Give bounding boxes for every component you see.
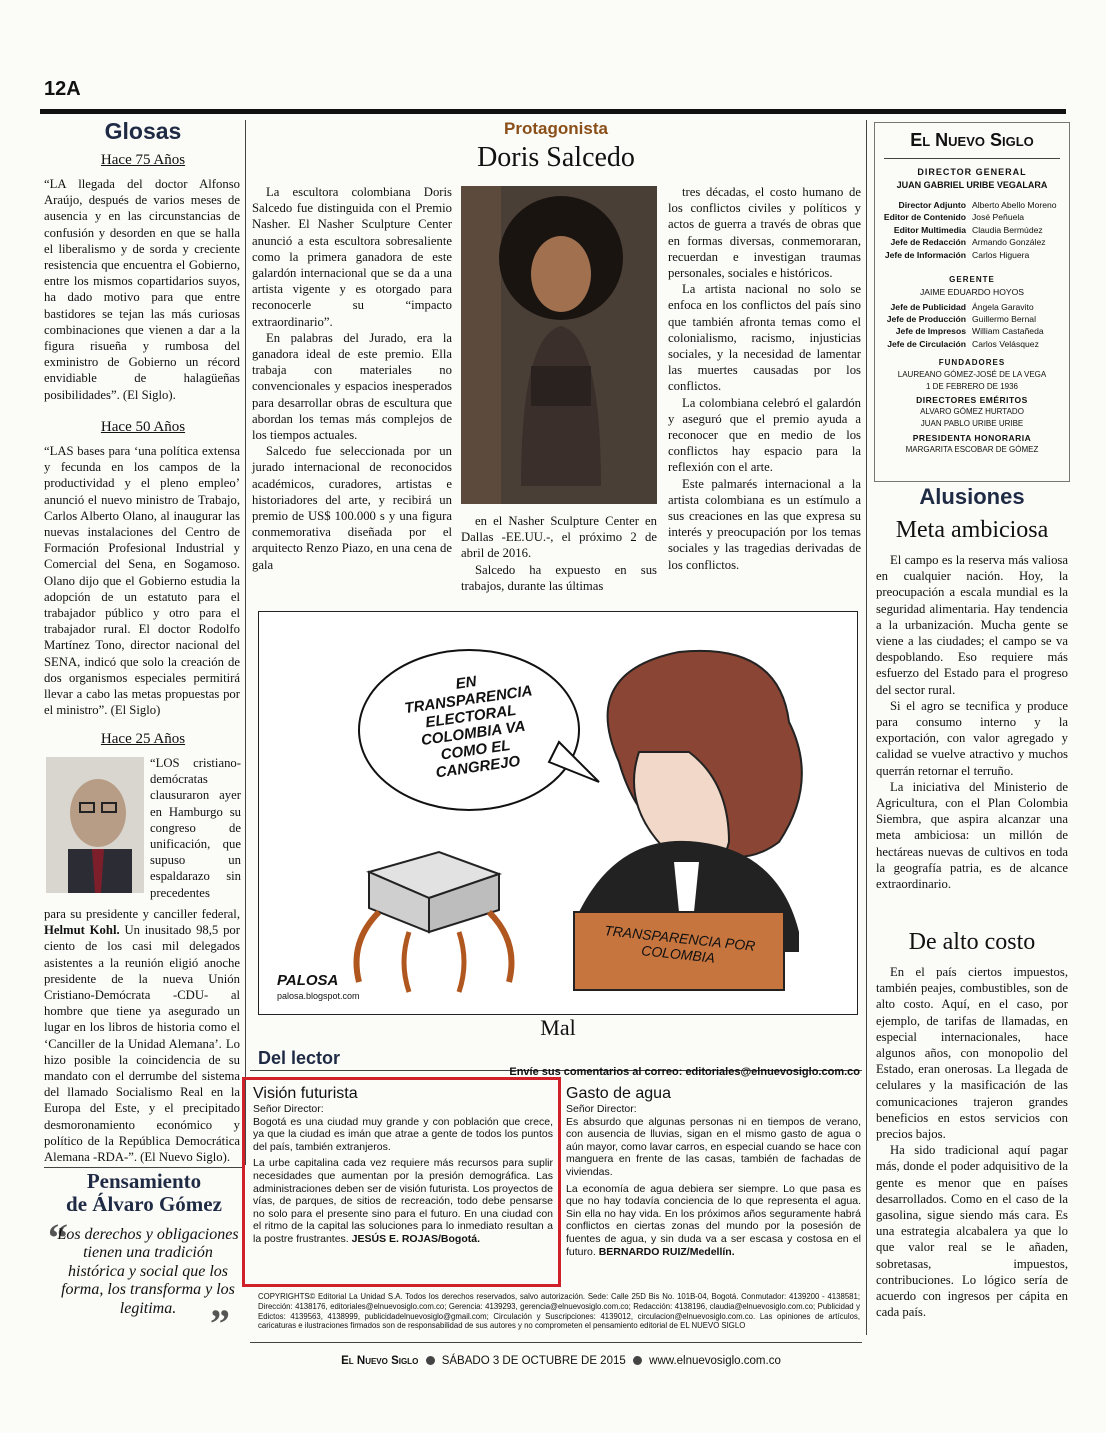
protagonista-paragraph: La escultora colombiana Doris Salcedo fue distinguida con el Premio Nasher. El Nasher Sculpture Center anunció a esta escultora sobresaliente como la primera ganadora de este galardón internacional que se da a una artista vigente y es otorgado para reconocerle su “impacto extraordinario”. xyxy=(252,185,452,329)
staff-row xyxy=(874,325,1070,337)
masthead-emerito1: ALVARO GÓMEZ HURTADO xyxy=(920,407,1024,416)
staff-name: Guillermo Bernal xyxy=(972,314,1036,325)
pensamiento-title-line2: de Álvaro Gómez xyxy=(66,1192,222,1216)
cartoon-url: palosa.blogspot.com xyxy=(277,991,360,1001)
protagonista-col2 xyxy=(461,513,657,594)
staff-row xyxy=(874,313,1070,325)
protagonista-paragraph: Salcedo ha expuesto en sus trabajos, durante las últimas xyxy=(461,562,657,593)
glosas-25-heading: Hace 25 Años xyxy=(100,731,186,747)
letter2-title: Gasto de agua xyxy=(566,1085,671,1102)
glosas-50-text: “LAS bases para ‘una política extensa y fecunda en los campos de la productividad y el pleno empleo’ anunció el nuevo ministro de Trabajo, Carlos Alberto Olano, al inaugurar las nuevas instalaciones del Centro de Formación Profesional Industrial y Comercial del Sena, en Sogamoso. Olano dijo que el Gobierno estudia la adopción de un estatuto para el trabajador público y otro para el trabajador rural. El doctor Rodolfo Martínez Tono, director nacional del SENA, indicó que solo la creación de dos organismos especiales permitirá llevar a cabo las metas propuestas por el ministro”. (El Siglo) xyxy=(44,444,240,718)
staff-role: Jefe de Producción xyxy=(886,314,966,325)
staff-name: Carlos Higuera xyxy=(972,249,1030,260)
lector-title: Del lector xyxy=(258,1048,341,1068)
letter1-salutation: Señor Director: xyxy=(253,1103,324,1115)
cartoon-frame xyxy=(258,611,858,1015)
alusiones-heading-2: De alto costo xyxy=(908,929,1036,955)
masthead-director: JUAN GABRIEL URIBE VEGALARA xyxy=(896,180,1048,190)
alusiones-paragraph: La iniciativa del Ministerio de Agricultura, con el Plan Colombia Siembra, que aspira alcanzar una meta ambiciosa: un millón de hectáreas nuevas de cultivos en toda la geografía patria, es de alcance extraordinario. xyxy=(876,779,1068,892)
column-divider xyxy=(245,120,246,1165)
protagonista-kicker: Protagonista xyxy=(504,119,608,138)
letter-gasto-de-agua xyxy=(566,1085,861,1258)
letter1-p1: Bogotá es una ciudad muy grande y con población que crece, ya que la ciudad es imán que atrae a gente de todos los puntos del país, también extranjeros. xyxy=(253,1115,553,1153)
staff-role: Jefe de Publicidad xyxy=(890,302,966,312)
top-rule xyxy=(40,109,1066,114)
masthead-fundadores-label: FUNDADORES xyxy=(938,358,1006,367)
bullet-icon xyxy=(426,1356,435,1365)
staff-name: Claudia Bermúdez xyxy=(972,224,1043,235)
staff-role: Jefe de Redacción xyxy=(890,237,966,248)
alusiones-text-1 xyxy=(876,552,1068,892)
staff-row xyxy=(874,249,1070,261)
masthead-gerente: JAIME EDUARDO HOYOS xyxy=(919,287,1025,297)
alusiones-paragraph: El campo es la reserva más valiosa en cualquier nación. Hoy, la preocupación a escala mundial es la seguridad alimentaria. Hay tendencia a la urbanización. Mucha gente se viene a las ciudades; el campo se va despoblando. Eso requiere más esfuerzo del Estado para el progreso del sector rural. xyxy=(876,553,1068,697)
masthead-fundacion: 1 DE FEBRERO DE 1936 xyxy=(925,382,1019,391)
letter-vision-futurista xyxy=(253,1085,553,1246)
protagonista-paragraph: tres décadas, el costo humano de los conflictos civiles y políticos y actos de guerra a través de obras que en formas diversas, conmemoraran, recuerdan e investigan traumas personales, sociales e históricos. xyxy=(668,185,861,281)
letter2-signature: BERNARDO RUIZ/Medellín. xyxy=(598,1245,735,1258)
staff-name: William Castañeda xyxy=(972,326,1044,337)
masthead-staff xyxy=(874,199,1070,261)
staff-name: Armando González xyxy=(972,237,1046,248)
helmut-kohl-name: Helmut Kohl. xyxy=(44,923,120,938)
masthead-gerente-label: GERENTE xyxy=(949,275,995,284)
column-divider xyxy=(866,120,867,1335)
open-quote-icon: “ xyxy=(48,1215,68,1260)
staff-role: Editor Multimedia xyxy=(893,224,966,235)
letter1-title: Visión futurista xyxy=(253,1085,358,1102)
salcedo-photo xyxy=(461,186,657,504)
staff-role: Jefe de Circulación xyxy=(887,338,966,349)
staff-row xyxy=(874,338,1070,350)
masthead-fundadores: LAUREANO GÓMEZ-JOSÉ DE LA VEGA xyxy=(897,370,1047,379)
staff-role: Jefe de Impresos xyxy=(895,326,966,337)
masthead-title: El Nuevo Siglo xyxy=(910,130,1034,150)
alusiones-paragraph: Si el agro se tecnifica y produce para consumo interno y la exportación, con valor agregado y calidad se vuelve atractivo y muchos querrán retornar el terruño. xyxy=(876,698,1068,778)
copyright-notice: COPYRIGHTS© Editorial La Unidad S.A. Todos los derechos reservados, salvo autorización. Sede: Calle 25D Bis No. 101B-04, Bogotá. Conmutador: 4139200 - 4138581; Dirección: 4138176, editoriales@elnuevosiglo.com.co; Gerencia: 4139293, gerencia@elnuevosiglo.com.co; Redacción: 4138196, claudia@elnuevosiglo.com.co; Publicidad y Edictos: 4139563, 4138999, publicidadelnuevosiglo@gmail.com; Circulación y Suscripciones: 4139012, circulacion@elnuevosiglo.com.co. Las opiniones de artículos, caricaturas e ilustraciones firmados son de responsabilidad de sus autores y no comprometen el pensamiento editorial de EL NUEVO SIGLO xyxy=(258,1292,860,1331)
masthead-staff2 xyxy=(874,301,1070,350)
masthead-director-label: DIRECTOR GENERAL xyxy=(917,167,1027,177)
glosas-title: Glosas xyxy=(104,118,182,144)
pensamiento-title-line1: Pensamiento xyxy=(86,1169,202,1193)
footer xyxy=(336,1355,786,1367)
protagonista-paragraph: La colombiana celebró el galardón y aseguró que el premio ayuda a reconocer que en medio de los conflictos hay espacio para la reflexión con el arte. xyxy=(668,395,861,475)
staff-role: Editor de Contenido xyxy=(883,212,966,223)
protagonista-paragraph: Salcedo fue seleccionada por un jurado internacional de reconocidos académicos, curadores, artistas e historiadores del arte, y recibirá un premio de US$ 100.000 s y una figura conmemorativa diseñada por el arquitecto Renzo Piazo, en una cena de gala xyxy=(252,444,452,572)
protagonista-col3 xyxy=(668,184,861,573)
letter1-p2-wrap xyxy=(253,1157,553,1245)
masthead-honoraria: MARGARITA ESCOBAR DE GÓMEZ xyxy=(905,445,1039,454)
lector-email-line: Envíe sus comentarios al correo: editoriales@elnuevosiglo.com.co xyxy=(509,1066,860,1078)
footer-url: www.elnuevosiglo.com.co xyxy=(649,1355,781,1367)
page-number: 12A xyxy=(44,78,81,100)
footer-brand: El Nuevo Siglo xyxy=(341,1355,419,1367)
protagonista-paragraph: Este palmarés internacional a la artista colombiana es un estímulo a sus creaciones en las que expresa su interés y preocupación por los temas sociales y las tragedias derivadas de los conflictos. xyxy=(668,476,861,572)
protagonista-paragraph: En palabras del Jurado, era la ganadora ideal de este premio. Ella trabaja con materiales no convencionales y espacios inesperados para desarrollar obras de escultura que abordan los temas más complejos de los tiempos actuales. xyxy=(252,330,452,443)
staff-role: Jefe de Información xyxy=(884,249,966,260)
glosas-25-text-rest xyxy=(44,906,240,1165)
glosas-25-text-b: Un inusitado 98,5 por ciento de los casi mil delegados asistentes a la reunión eligió anoche presidente de la nueva Unión Cristiano-Demócrata -CDU- al hombre que tiene ya asegurado un lugar en los libros de historia como el ‘Canciller de la Unidad Alemana’. Lo hizo posible la coincidencia de su mandato con el derrumbe del sistema del llamado Socialismo Real en la Europa del Este, y el precipitado desmoronamiento económico y político de la República Democrática Alemana -RDA-”. (El Nuevo Siglo). xyxy=(44,923,240,1165)
alusiones-paragraph: Ha sido tradicional aquí pagar más, donde el poder adquisitivo de la gente es menor que en países desarrollados. Como en el caso de la gasolina, sigue siendo más cara. Es una estrategia alcabalera ya que lo que valor real se le añaden, sobretasas, impuestos, contribuciones. Lo lógico sería de acuerdo con ingresos per cápita en cada país. xyxy=(876,1143,1068,1320)
cartoon-box-label: TRANSPARENCIA POR COLOMBIA xyxy=(603,922,757,966)
letter2-p1: Es absurdo que algunas personas ni en tiempos de verano, con ausencia de lluvias, sigan en el mismo gasto de agua o aún mayor, como lavar carros, en especial cuando se hace con manguera en frente de las casas, también de fachadas de viviendas. xyxy=(566,1115,861,1178)
letter2-p2-wrap xyxy=(566,1183,861,1259)
glosas-75-heading: Hace 75 Años xyxy=(100,152,186,168)
alusiones-title: Alusiones xyxy=(919,484,1025,509)
staff-name: José Peñuela xyxy=(972,212,1025,223)
alusiones-paragraph: En el país ciertos impuestos, también peajes, combustibles, son de alto costo. Aquí, en el caso, por ejemplo, de tarifas de llamadas, en especial internacionales, hace algunos años, con monopolio del Estado, eran onerosas. La llegada de celulares y la masificación de las comunicaciones trajeron grandes beneficios en estos servicios con precios bajos. xyxy=(876,965,1068,1142)
footer-date: SÁBADO 3 DE OCTUBRE DE 2015 xyxy=(441,1355,626,1367)
staff-row xyxy=(874,211,1070,223)
staff-row xyxy=(874,301,1070,313)
cartoon-caption: Mal xyxy=(540,1015,576,1040)
masthead-emeritos-label: DIRECTORES EMÉRITOS xyxy=(916,395,1028,405)
glosas-25-text-side: “LOS cristiano-demócratas clausuraron ayer en Hamburgo su congreso de unificación, que supuso un espaldarazo sin precedentes xyxy=(150,756,241,900)
staff-row xyxy=(874,199,1070,211)
protagonista-paragraph: La artista nacional no solo se enfoca en los conflictos del país sino que también afronta temas como el colonialismo, racismo, injusticias sociales, y la necesidad de lamentar las muertes causadas por los conflictos. xyxy=(668,282,861,394)
kohl-photo xyxy=(46,757,144,893)
glosas-25-text-a: para su presidente y canciller federal, xyxy=(44,907,240,921)
letter1-p2: La urbe capitalina cada vez requiere más recursos para suplir necesidades que aumentan por la presión demográfica. Las administraciones deben ser de visión futurista. Los proyectos de vías, de parques, de sitios de recreación, todo debe pensarse no solo para el presente sino para el futuro. En una ciudad con el ritmo de la capital las soluciones para lo inmediato resultan a la postre frustrantes. xyxy=(253,1157,553,1245)
staff-row xyxy=(874,236,1070,248)
protagonista-paragraph: en el Nasher Sculpture Center en Dallas -EE.UU.-, el próximo 2 de abril de 2016. xyxy=(461,514,657,561)
protagonista-name: Doris Salcedo xyxy=(477,142,635,173)
bullet-icon xyxy=(633,1356,642,1365)
staff-name: Carlos Velásquez xyxy=(972,338,1039,349)
staff-row xyxy=(874,224,1070,236)
letter2-p2: La economía de agua debiera ser siempre. Lo que pasa es que no hay todavía conciencia de lo que representa el agua. Sin ella no hay vida. En los próximos años seguramente habrá conflictos en ciertas zonas del mundo por la posesión de fuentes de agua, y sin duda va a ser escasa y costosa en el futuro. xyxy=(566,1182,861,1258)
letter2-salutation: Señor Director: xyxy=(566,1103,637,1115)
staff-name: Alberto Abello Moreno xyxy=(972,200,1057,210)
pensamiento-title xyxy=(44,1170,244,1216)
alusiones-heading-1: Meta ambiciosa xyxy=(895,517,1049,543)
cartoon-bubble-text: EN TRANSPARENCIA ELECTORAL COLOMBIA VA COMO EL CANGREJO xyxy=(403,673,534,782)
glosas-50-heading: Hace 50 Años xyxy=(100,419,186,435)
portrait-icon xyxy=(461,186,657,504)
letter1-signature: JESÚS E. ROJAS/Bogotá. xyxy=(351,1232,480,1245)
portrait-icon xyxy=(46,757,144,893)
alusiones-text-2 xyxy=(876,964,1068,1320)
glosas-75-text: “LA llegada del doctor Alfonso Araújo, después de varios meses de ausencia y en las circunstancias de confusión y desorden en que se halla el liberalismo y de sorda y creciente resistencia que encuentra el Gobierno, entre los mismos copartidarios suyos, ha dado motivo para que entre bastidores se tejan las más curiosas combinaciones que vienen a dar a la figura risueña y rumbosa del exministro de Gobierno un récord envidiable de halagüeñas posibilidades”. (El Siglo). xyxy=(44,177,240,402)
masthead-emerito2: JUAN PABLO URIBE URIBE xyxy=(920,419,1024,428)
protagonista-col1 xyxy=(252,184,452,573)
staff-role: Director Adjunto xyxy=(898,200,966,210)
staff-name: Ángela Garavito xyxy=(972,302,1034,312)
pensamiento-quote: Los derechos y obligaciones tienen una tradición histórica y social que los forma, los transforma y los legitima. xyxy=(57,1226,239,1317)
close-quote-icon: ” xyxy=(210,1301,230,1346)
masthead-honoraria-label: PRESIDENTA HONORARIA xyxy=(912,433,1032,443)
cartoon-signature: PALOSA xyxy=(277,972,339,989)
